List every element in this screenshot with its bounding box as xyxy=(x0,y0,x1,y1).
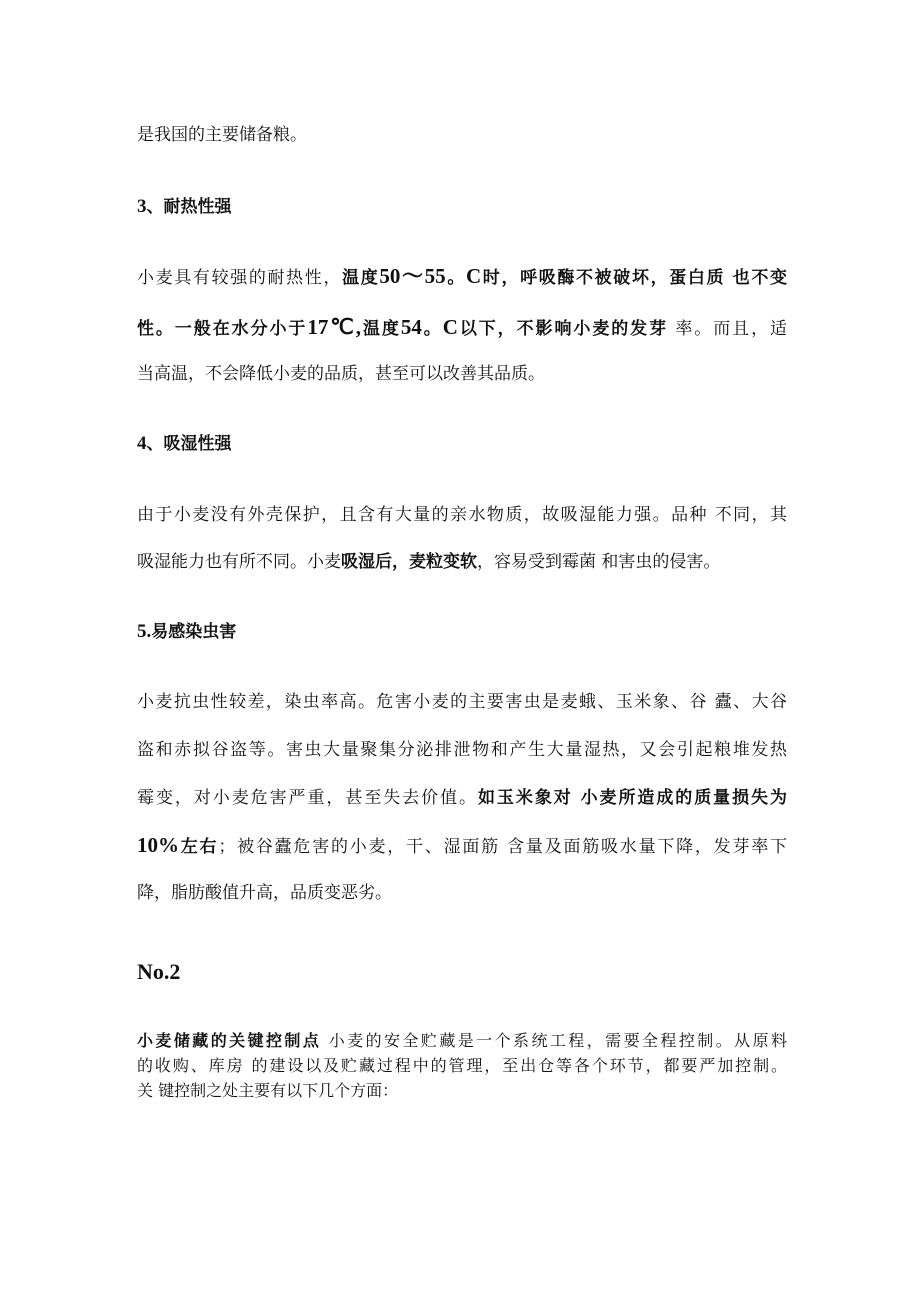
heading-number: 4 xyxy=(137,433,147,454)
paragraph-line xyxy=(137,786,787,810)
text: 由于小麦没有外壳保护，且含有大量的亲水物质，故吸湿能力强。品种 不同，其 xyxy=(137,505,787,525)
paragraph-line xyxy=(137,315,787,341)
bold-text: 时，呼吸酶不被破坏，蛋白质 也不变 xyxy=(481,268,788,288)
bold-text: 温度 xyxy=(361,319,401,339)
text: 小麦具有较强的耐热性， xyxy=(137,268,343,288)
bold-number: 50～55 xyxy=(379,264,446,288)
paragraph-line xyxy=(137,833,787,859)
paragraph-line xyxy=(137,503,787,527)
heading-number: 3 xyxy=(137,196,147,217)
text: 盗和赤拟谷盗等。害虫大量聚集分泌排泄物和产生大量湿热，又会引起粮堆发热 xyxy=(137,740,787,760)
bold-number: C xyxy=(465,264,482,288)
heading-number: 5. xyxy=(137,621,152,642)
paragraph-line xyxy=(137,690,787,714)
text: 霉变，对小麦危害严重，甚至失去价值。 xyxy=(137,788,478,808)
bold-text: 以下，不影响小麦的发芽 xyxy=(457,319,669,339)
text: 降，脂肪酸值升高，品质变恶劣。 xyxy=(137,883,392,903)
paragraph-line xyxy=(137,1080,787,1102)
section-label: No.2 xyxy=(137,959,181,984)
paragraph-line xyxy=(137,738,787,762)
bold-text: 。 xyxy=(445,268,466,288)
text: ，容易受到霉菌 和害虫的侵害。 xyxy=(477,552,721,572)
text: 当高温，不会降低小麦的品质，甚至可以改善其品质。 xyxy=(137,364,545,384)
text: 吸湿能力也有所不同。小麦 xyxy=(137,552,341,572)
bold-text: 如玉米象对 小麦所造成的质量损失为 xyxy=(477,788,787,808)
bold-text: 吸湿后，麦粒变软 xyxy=(341,552,477,572)
text: 小麦的安全贮藏是一个系统工程，需要全程控制。从原料 xyxy=(321,1031,787,1050)
text: 率。而且，适 xyxy=(668,319,788,339)
paragraph-line xyxy=(137,362,787,386)
text: ；被谷蠹危害的小麦，干、湿面筋 含量及面筋吸水量下降，发芽率下 xyxy=(218,837,787,857)
heading-title: 耐热性强 xyxy=(163,197,232,217)
bold-text: 温度 xyxy=(342,268,380,288)
section-heading-3 xyxy=(137,195,232,219)
bold-number: 10% xyxy=(137,833,179,857)
bold-number: C xyxy=(442,315,458,339)
bold-number: 17℃, xyxy=(307,315,362,339)
bold-text: 小麦储藏的关键控制点 xyxy=(137,1031,322,1050)
paragraph-line xyxy=(137,123,787,147)
section-heading-5 xyxy=(137,620,236,644)
bold-text: 。 xyxy=(421,319,443,339)
heading-title: 易感染虫害 xyxy=(151,622,237,642)
heading-separator: 、 xyxy=(146,197,164,217)
text: 小麦抗虫性较差，染虫率高。危害小麦的主要害虫是麦蛾、玉米象、谷 蠹、大谷 xyxy=(137,692,787,712)
paragraph-line xyxy=(137,550,787,574)
bold-text: 性。一般在水分小于 xyxy=(137,319,308,339)
bold-text: 左右 xyxy=(179,837,219,857)
paragraph-line xyxy=(137,1030,787,1052)
text: 是我国的主要储备粮。 xyxy=(137,125,307,145)
paragraph-line xyxy=(137,881,787,905)
section-heading-4 xyxy=(137,432,232,456)
text: 的收购、库房 的建设以及贮藏过程中的管理，至出仓等各个环节，都要严加控制。 xyxy=(137,1056,787,1075)
heading-separator: 、 xyxy=(146,434,164,454)
paragraph-line xyxy=(137,264,787,290)
paragraph-line xyxy=(137,1055,787,1077)
heading-title: 吸湿性强 xyxy=(163,434,232,454)
bold-number: 54 xyxy=(400,315,422,339)
text: 关 键控制之处主要有以下几个方面： xyxy=(137,1081,399,1100)
